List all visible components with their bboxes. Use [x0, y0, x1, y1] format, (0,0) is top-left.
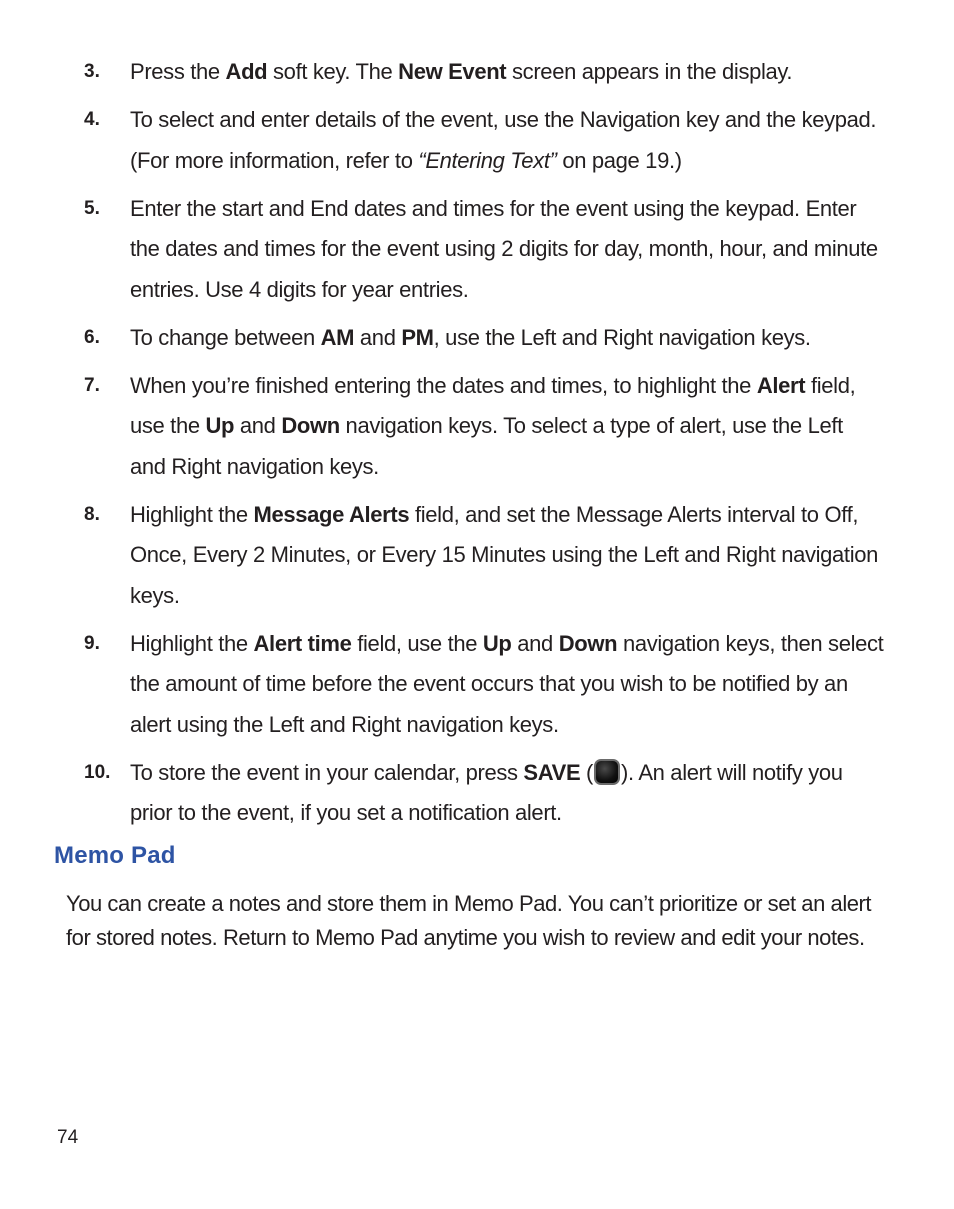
step-text [130, 373, 855, 479]
instruction-step [84, 189, 884, 311]
text-run: navigation keys. To select a type of alert, use the Left and Right navigation keys. [130, 413, 843, 479]
step-number: 9. [84, 632, 100, 654]
text-run: ( [580, 759, 594, 785]
text-run: To select and enter details of the event, use the Navigation key and the keypad. (For more information, refer to [130, 107, 877, 173]
step-number: 4. [84, 109, 100, 130]
center-select-key-icon [594, 759, 620, 785]
step-text [130, 107, 876, 173]
key-term: Up [482, 630, 512, 656]
key-term: Alert time [253, 630, 352, 656]
instruction-step [84, 366, 884, 488]
key-term: Alert [756, 372, 806, 398]
text-run: To store the event in your calendar, press [130, 759, 524, 785]
text-run: , use the Left and Right navigation keys. [433, 324, 811, 350]
step-number: 3. [84, 61, 100, 82]
step-text [130, 502, 878, 608]
text-run: Highlight the [130, 501, 254, 527]
text-run: field, use the [130, 372, 856, 438]
instruction-step [84, 753, 884, 834]
text-run: field, and set the Message Alerts interval to Off, Once, Every 2 Minutes, or Every 15 Minutes using the Left and Right navigation keys. [130, 501, 879, 608]
instruction-step [84, 318, 884, 359]
key-term: Message Alerts [253, 501, 410, 527]
key-term: SAVE [523, 759, 581, 785]
instruction-step [84, 495, 884, 617]
cross-reference: “Entering Text” [418, 147, 557, 173]
instruction-step [84, 100, 884, 181]
key-term: Down [281, 413, 340, 438]
step-text [130, 59, 792, 84]
text-run: navigation keys, then select the amount of time before the event occurs that you wish to be notified by an alert using the Left and Right navigation keys. [130, 630, 884, 737]
text-run: To change between [130, 324, 321, 350]
page-number: 74 [57, 1127, 79, 1148]
step-number: 5. [84, 197, 100, 219]
section-paragraph: You can create a notes and store them in Memo Pad. You can’t prioritize or set an alert for stored notes. Return to Memo Pad anytime you wish to review and edit your notes. [66, 891, 872, 950]
step-text [130, 631, 883, 737]
text-run: ). An alert will notify you prior to the event, if you set a notification alert. [130, 759, 843, 825]
key-term: Down [558, 630, 618, 656]
step-number: 7. [84, 374, 100, 396]
text-run: field, use the [351, 630, 483, 656]
key-term: PM [401, 324, 434, 350]
step-text [130, 325, 811, 350]
text-run: Enter the start and End dates and times for the event using the keypad. Enter the dates and times for the event using 2 digits for day, month, hour, and minute entries. Use 4 digits for year entries. [130, 195, 878, 302]
instruction-step [84, 52, 884, 93]
step-number: 10. [84, 761, 111, 783]
step-text [130, 196, 878, 302]
text-run: and [511, 630, 559, 656]
step-number: 8. [84, 503, 100, 525]
text-run: Highlight the [130, 630, 254, 656]
text-run: When you’re finished entering the dates and times, to highlight the [130, 372, 757, 398]
instruction-steps-list [84, 52, 884, 841]
key-term: New Event [398, 59, 507, 84]
key-term: AM [320, 324, 355, 350]
key-term: Add [225, 59, 268, 84]
key-term: Up [205, 413, 235, 438]
instruction-step [84, 624, 884, 746]
text-run: soft key. The [267, 59, 399, 84]
step-number: 6. [84, 326, 100, 348]
section-heading: Memo Pad [54, 842, 176, 869]
step-text [130, 760, 843, 826]
text-run: on page 19.) [556, 147, 682, 173]
text-run: and [354, 324, 402, 350]
text-run: screen appears in the display. [506, 59, 793, 84]
text-run: and [234, 413, 282, 438]
text-run: Press the [130, 59, 226, 84]
